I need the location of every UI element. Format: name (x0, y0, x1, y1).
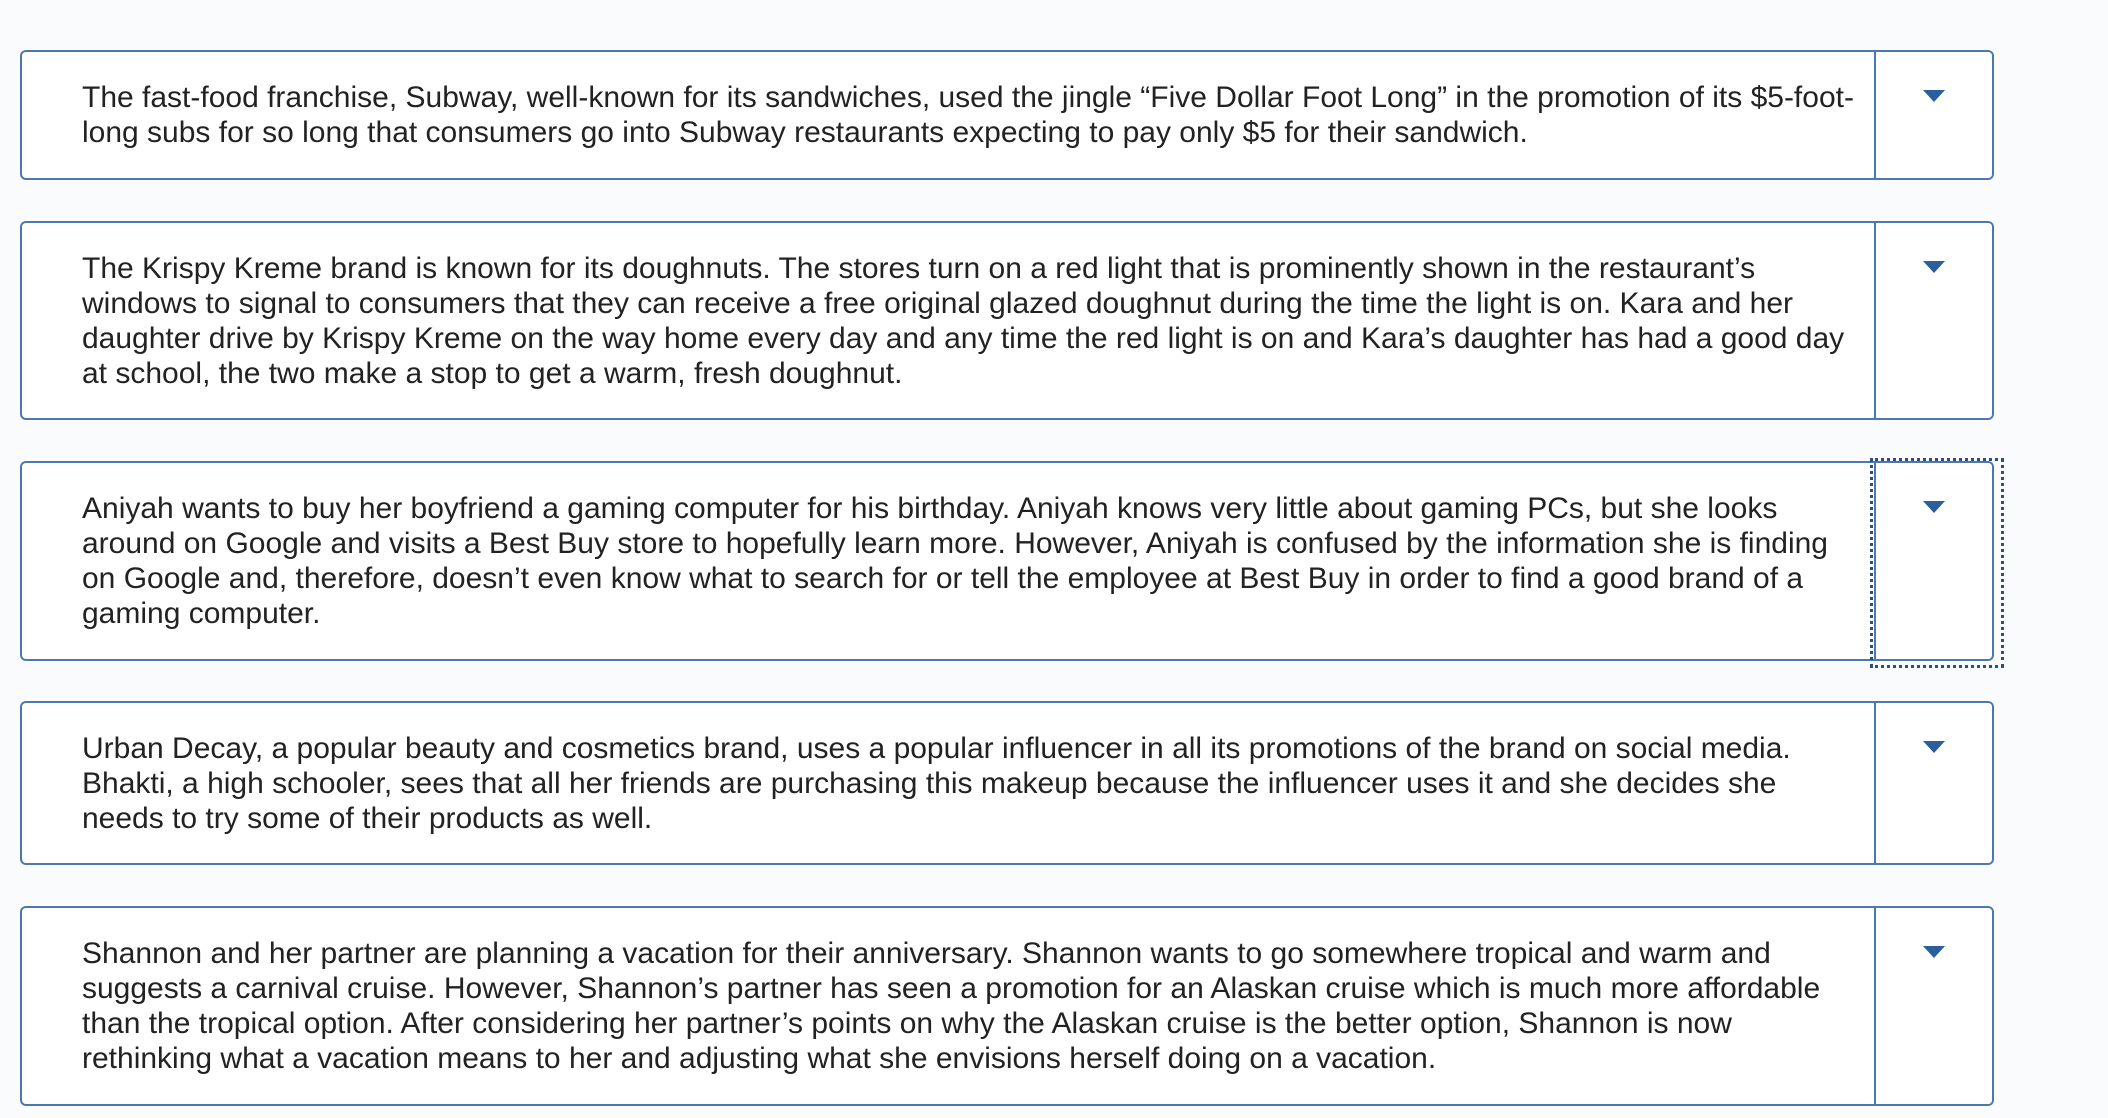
question-text-4-content: Urban Decay, a popular beauty and cosmetics brand, uses a popular influencer in all its promotions of the brand on social media. Bhakti, a high schooler, sees that all her friends are purchasing this makeup because the influencer uses it and she decides she needs to try some of their products as well. (82, 731, 1791, 835)
question-card-2 (20, 221, 1994, 420)
question-text-5 (82, 908, 1862, 1104)
chevron-down-icon (1923, 741, 1945, 753)
answer-dropdown-4[interactable] (1874, 703, 1992, 863)
answer-dropdown-2[interactable] (1874, 223, 1992, 418)
question-card-5 (20, 906, 1994, 1106)
question-text-2 (82, 223, 1862, 418)
question-text-3-content: Aniyah wants to buy her boyfriend a gaming computer for his birthday. Aniyah knows very little about gaming PCs, but she looks around on Google and visits a Best Buy store to hopefully learn more. However, Aniyah is confused by the information she is finding on Google and, therefore, doesn’t even know what to search for or tell the employee at Best Buy in order to find a good brand of a gaming computer. (82, 492, 1828, 630)
question-card-4 (20, 701, 1994, 865)
chevron-down-icon (1923, 261, 1945, 273)
question-text-5-content: Shannon and her partner are planning a vacation for their anniversary. Shannon wants to go somewhere tropical and warm and suggests a carnival cruise. However, Shannon’s partner has seen a promotion for an Alaskan cruise which is much more affordable than the tropical option. After considering her partner’s points on why the Alaskan cruise is the better option, Shannon is now rethinking what a vacation means to her and adjusting what she envisions herself doing on a vacation. (82, 937, 1821, 1075)
question-text-1-content: The fast-food franchise, Subway, well-known for its sandwiches, used the jingle “Five Dollar Foot Long” in the promotion of its $5-foot-long subs for so long that consumers go into Subway restaurants expecting to pay only $5 for their sandwich. (82, 81, 1854, 149)
chevron-down-icon (1923, 501, 1945, 513)
question-text-2-content: The Krispy Kreme brand is known for its doughnuts. The stores turn on a red light that is prominently shown in the restaurant’s windows to signal to consumers that they can receive a free original glazed doughnut during the time the light is on. Kara and her daughter drive by Krispy Kreme on the way home every day and any time the red light is on and Kara’s daughter has had a good day at school, the two make a stop to get a warm, fresh doughnut. (82, 251, 1845, 390)
answer-dropdown-5[interactable] (1874, 908, 1992, 1104)
question-card-3 (20, 461, 1994, 661)
question-text-3 (82, 463, 1862, 659)
question-card-1 (20, 50, 1994, 180)
question-text-1 (82, 52, 1862, 178)
question-text-4 (82, 703, 1862, 863)
chevron-down-icon (1923, 946, 1945, 958)
answer-dropdown-3[interactable] (1874, 463, 1992, 659)
chevron-down-icon (1923, 90, 1945, 102)
answer-dropdown-1[interactable] (1874, 52, 1992, 178)
